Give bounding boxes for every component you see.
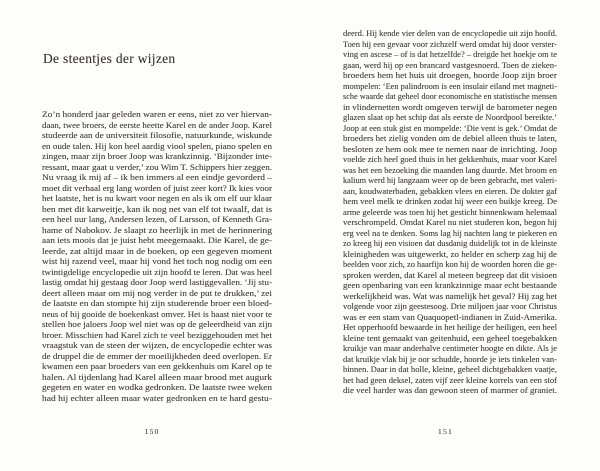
text-line: kruikje van maar anderhalve centimeter hoogte en dikte. Als je	[343, 343, 557, 353]
text-line: Nu vraag ik mij af – ik ben immers al een eindje gevorderd –	[42, 172, 272, 182]
text-line: neus of hij gooide de boekenkast omver. Het is haast niet voor te	[42, 308, 272, 319]
text-line: stellen hoe jaloers Joop wel niet was op de geleerdheid van zijn	[42, 319, 272, 329]
text-line: was er een stam van Quaquopetl-indianen in Zuid-Amerika.	[343, 311, 557, 322]
text-line: lastig omdat hij gestaag door Joop werd lastiggevallen. ‘Jij stu-	[42, 277, 272, 287]
right-page-body	[343, 28, 557, 396]
text-line: zingen, maar zijn broer Joop was krankzinnig. ‘Bijzonder inte-	[42, 151, 272, 161]
text-line: werkelijkheid was. Wat was namelijk het geval? Hij zag het	[343, 290, 557, 301]
text-line: de druppel die de emmer der moeilijkheden deed overlopen. Er	[42, 350, 272, 361]
text-line: deerd. Hij kende vier delen van de encyclopedie uit zijn hoofd.	[343, 28, 557, 38]
text-line: besloten ze hem ook mee te nemen naar de inrichting. Joop	[343, 143, 557, 154]
text-line: twintigdelige encyclopedie uit zijn hoofd te leren. Dat was heel	[42, 266, 272, 277]
text-line: het had geen deksel, zaten vijf zeer kleine korrels van een stof	[343, 374, 557, 385]
text-line: beelden voor zich, zo haarfijn kon hij de woorden horen die ge-	[343, 259, 557, 269]
text-line: arme geleerde was toen hij het gesticht binnenkwam helemaal	[343, 206, 557, 217]
text-line: mompelen: ‘Een palindroom is een insulair eiland met magneti-	[343, 80, 557, 91]
text-line: ben met dit karweitje, kan ik nog net van elf tot twaalf, dat is	[42, 203, 272, 214]
text-line: ving en ascese – of is dat hetzelfde? – dreigde het hoekje om te	[343, 49, 557, 59]
text-line: deert alleen maar om mij nog verder in de put te drukken,’ zei	[42, 287, 272, 298]
text-line: gaan, werd hij op een brancard vastgesnoerd. Toen de zieken-	[343, 59, 557, 70]
text-line: kleinigheden was uitgewerkt, zo helder en scherp zag hij de	[343, 248, 557, 259]
text-line: de laatste en dan stompte hij zijn studerende broer een bloed-	[42, 298, 272, 308]
text-line: Toen hij een gevaar voor zichzelf werd omdat hij door verster-	[343, 38, 557, 49]
right-page-number: 151	[437, 427, 454, 436]
text-line: moet dit verhaal erg lang worden of juist zeer kort? Ik kies voor	[42, 182, 272, 193]
text-line: hem veel melk te drinken zodat hij weer een buikje kreeg. De	[343, 196, 557, 206]
text-line: geen openbaring van een krankzinnige maar echt bestaande	[343, 280, 557, 290]
text-line: had hij echter alleen maar water gedronken en te hard gestu-	[42, 392, 272, 403]
text-line: broeders het zielig vonden om de debiel alleen thuis te laten,	[343, 133, 557, 143]
text-line: Zo’n honderd jaar geleden waren er eens, niet zo ver hiervan-	[42, 109, 272, 119]
text-line: vraagstuk van de steen der wijzen, de encyclopedie echter was	[42, 340, 272, 350]
text-line: een heel uur lang, Andersen lezen, of Larsson, of Kenneth Gra-	[42, 214, 272, 224]
chapter-title: De steentjes der wijzen	[43, 51, 176, 66]
text-line: en oude talen. Hij kon heel aardig viool spelen, piano spelen en	[42, 140, 272, 151]
left-page-body	[42, 109, 272, 403]
text-line: volgende voor zijn geestesoog. Drie miljoen jaar voor Christus	[343, 301, 557, 311]
left-page-number: 150	[144, 427, 160, 436]
text-line: gegeten en water en wodka gedronken. De laatste twee weken	[42, 382, 272, 392]
text-line: in vlindernetten wordt omgeven terwijl de barometer negen	[343, 101, 557, 112]
text-line: Joop at een stuk gist en mompelde: ‘Die vent is gek.’ Omdat de	[343, 122, 557, 133]
text-line: kalium werd hij langzaam weer op de been gebracht, met valeri-	[343, 175, 557, 185]
text-line: wist hij razend veel, maar hij vond het toch nog nodig om een	[42, 256, 272, 266]
text-line: studeerde aan de universiteit filosofie, natuurkunde, wiskunde	[42, 130, 272, 140]
text-line: halen. Al tijdenlang had Karel alleen maar brood met augurk	[42, 371, 272, 382]
text-line: was het een bezoeking die maanden lang duurde. Met broom en	[343, 164, 557, 175]
text-line: aan, koudwaterbaden, gebakken vlees en eieren. De dokter gaf	[343, 185, 557, 196]
text-line: die veel harder was dan gewoon steen of marmer of graniet.	[343, 385, 557, 395]
text-line: broeders hem het huis uit droegen, hoorde Joop zijn broer	[343, 70, 557, 80]
text-line: hame of Nabokov. Je slaapt zo heerlijk in met de herinnering	[42, 224, 272, 235]
text-line: kleine tent gemaakt van geitenhuid, een geheel toegebakken	[343, 332, 557, 343]
text-line: kwamen een paar broeders van een gekkenhuis om Karel op te	[42, 361, 272, 371]
text-line: Het opperhoofd bewaarde in het heilige der heiligen, een heel	[343, 322, 557, 332]
text-line: binnen. Daar in dat holle, kleine, geheel dichtgebakken vaatje,	[343, 364, 557, 374]
text-line: aan iets moois dat je juist hebt meegemaakt. Die Karel, de ge-	[42, 235, 272, 245]
text-line: erg veel na te denken. Soms lag hij nachten lang te piekeren en	[343, 227, 557, 238]
text-line: zo kreeg hij een visioen dat dusdanig duidelijk tot in de kleinste	[343, 238, 557, 248]
text-line: daan, twee broers, de eerste heette Karel en de ander Joop. Karel	[42, 119, 272, 130]
text-line: broer. Misschien had Karel zich te veel beziggehouden met het	[42, 329, 272, 340]
text-line: glazen slaat op het schip dat als eerste de Noordpool bereikte.’	[343, 112, 557, 122]
text-line: sche waarde dat geheel door economische en statistische mensen	[343, 91, 557, 101]
text-line: leerde, zat altijd maar in de boeken, op een gegeven moment	[42, 245, 272, 256]
text-line: sproken werden, dat Karel al meteen begreep dat dit visioen	[343, 269, 557, 280]
text-line: voelde zich heel goed thuis in het gekkenhuis, maar voor Karel	[343, 154, 557, 164]
text-line: dat kruikje vlak bij je oor schudde, hoorde je iets tinkelen van-	[343, 353, 557, 364]
text-line: verschrompeld. Omdat Karel nu niet studeren kon, begon hij	[343, 217, 557, 227]
text-line: het laatste, het is nu kwart voor negen en als ik om elf uur klaar	[42, 193, 272, 203]
text-line: ressant, maar gaat u verder,’ zou Wim T. Schippers hier zeggen.	[42, 161, 272, 172]
